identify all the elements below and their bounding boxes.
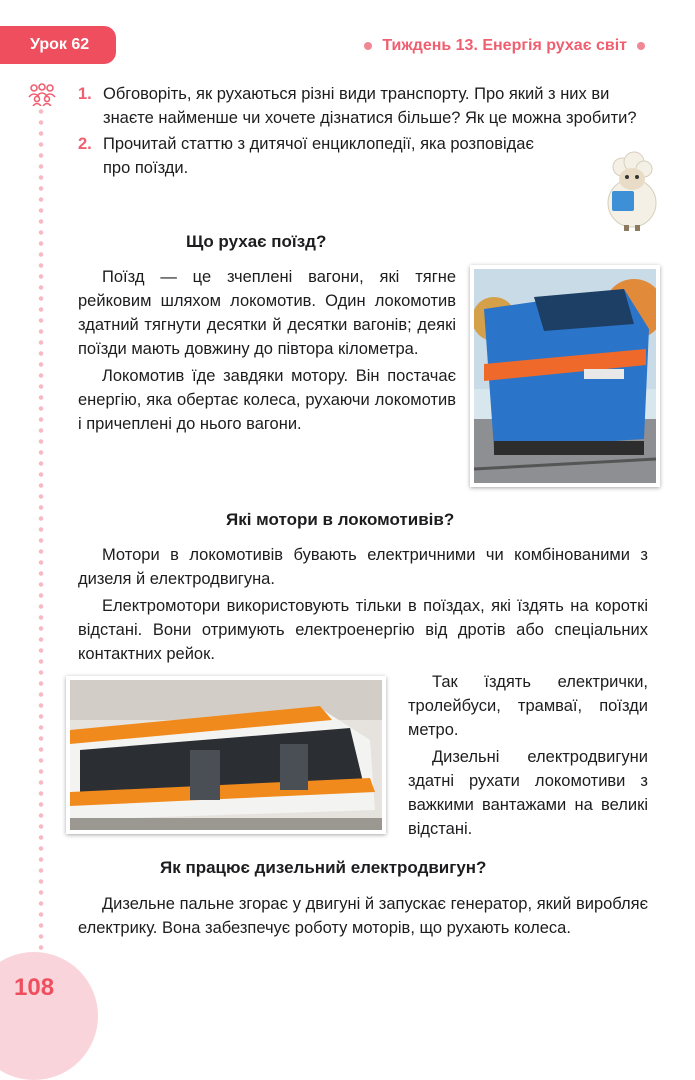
- dot-icon: [637, 42, 645, 50]
- task-item: [78, 132, 648, 180]
- page-number-badge: [0, 952, 98, 1080]
- side-text: [408, 670, 648, 844]
- task-item: [78, 82, 648, 130]
- paragraph: Поїзд — це зчеплені вагони, які тягне рейковим шляхом локомотив. Один локомотив здатний тягнути десятки й десятки вагонів; деякі поїзди мають довжину до півтора кілометра.: [78, 268, 456, 358]
- task-list: [78, 82, 648, 182]
- paragraph: Дизельне пальне згорає у двигуні й запускає генератор, який виробляє електрику. Вона забезпечує роботу моторів, що рухають колеса.: [78, 895, 648, 937]
- section-text: [78, 265, 456, 439]
- week-title: Тиждень 13. Енергія рухає світ: [382, 37, 627, 54]
- week-header: [364, 37, 645, 55]
- lesson-tab: Урок 62: [0, 26, 116, 64]
- group-discussion-icon: [26, 82, 58, 106]
- paragraph: Локомотив їде завдяки мотору. Він постачає енергію, яка обертає колеса, рухаючи локомотив і причеплені до нього вагони.: [78, 367, 456, 433]
- task-text: Прочитай статтю з дитячої енциклопедії, яка розповідає про поїзди.: [103, 135, 534, 177]
- task-text: Обговоріть, як рухаються різні види транспорту. Про який з них ви знаєте найменше чи хочете дізнатися більше? Як це можна зробити?: [103, 85, 637, 127]
- paragraph: Так їздять електрички, тролейбуси, трамваї, поїзди метро.: [408, 673, 648, 739]
- section-heading: Як працює дизельний електродвигун?: [160, 858, 487, 877]
- dot-icon: [364, 42, 372, 50]
- section-heading: Які мотори в локомотивів?: [226, 510, 455, 529]
- task-number: 1.: [78, 85, 92, 103]
- sheep-reading-icon: [602, 145, 662, 231]
- paragraph: Дизельні електродвигуни здатні рухати локомотиви з важкими вантажами на великі відстані.: [408, 748, 648, 838]
- section-heading: Що рухає поїзд?: [186, 232, 327, 251]
- tram-photo: [66, 676, 386, 834]
- section-text: [78, 543, 648, 669]
- section-text: [78, 892, 648, 943]
- page-number: 108: [14, 974, 55, 1001]
- paragraph: Мотори в локомотивів бувають електричними чи комбінованими з дизеля й електродвигуна.: [78, 546, 648, 588]
- task-number: 2.: [78, 135, 92, 153]
- paragraph: Електромотори використовують тільки в поїздах, які їздять на короткі відстані. Вони отримують електроенергію від дротів або спеціальних контактних рейок.: [78, 597, 648, 663]
- margin-dotted-rule: [38, 106, 44, 961]
- locomotive-photo: [470, 265, 660, 487]
